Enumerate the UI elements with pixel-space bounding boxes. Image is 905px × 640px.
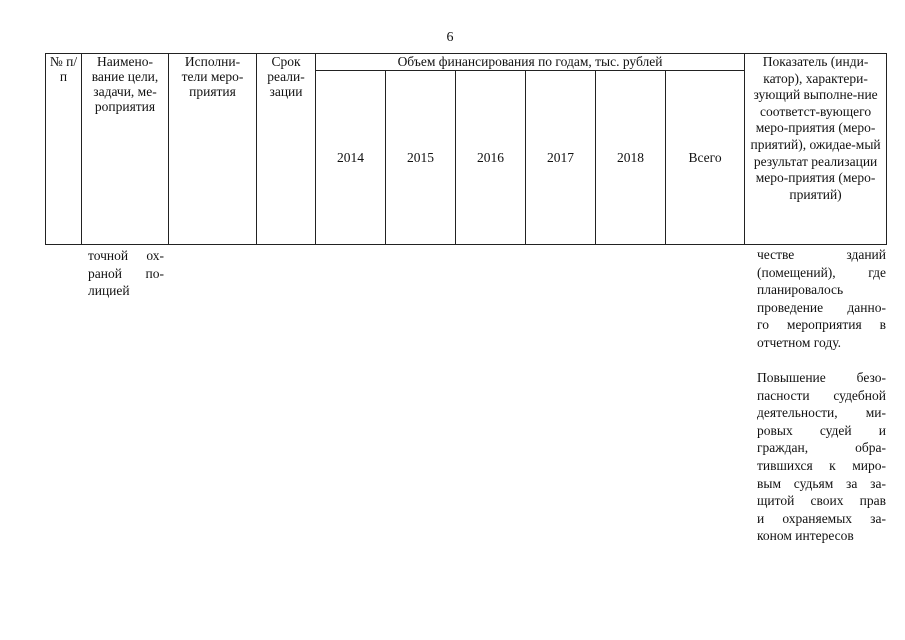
- header-name: Наимено-вание цели, задачи, ме-роприятия: [82, 54, 169, 245]
- aim-line: лицией: [88, 283, 130, 299]
- indicator-line: честве зданий: [757, 247, 886, 262]
- indicator-line: коном интересов: [757, 528, 854, 544]
- financing-table: [45, 53, 887, 245]
- year-2014: 2014: [316, 71, 386, 245]
- indicator-continuation-2: [757, 369, 886, 545]
- header-financing: Объем финансирования по годам, тыс. рублей: [316, 54, 745, 71]
- year-2015: 2015: [386, 71, 456, 245]
- indicator-line: (помещений), где: [757, 264, 886, 280]
- year-2018: 2018: [596, 71, 666, 245]
- year-total: Всего: [666, 71, 745, 245]
- header-executors: Исполни-тели меро-приятия: [169, 54, 257, 245]
- indicator-line: проведение данно-: [757, 299, 886, 315]
- indicator-line: планировалось: [757, 282, 844, 298]
- header-indicator: Показатель (инди-катор), характери-зующий выполне-ние соответст-вующего меро-приятия (меро-приятий), ожидае-мый результат реализации меро-приятия (меро-приятий): [745, 54, 887, 245]
- indicator-line: ровых судей и: [757, 422, 886, 438]
- aim-continuation: [88, 247, 164, 300]
- indicator-line: пасности судебной: [757, 387, 886, 403]
- indicator-line: вым судьям за за-: [757, 475, 886, 491]
- indicator-line: отчетном году.: [757, 334, 841, 350]
- indicator-line: тившихся к миро-: [757, 457, 886, 473]
- year-2017: 2017: [526, 71, 596, 245]
- aim-line: раной по-: [88, 265, 164, 281]
- header-term: Срок реали-зации: [257, 54, 316, 245]
- indicator-continuation-1: [757, 246, 886, 352]
- indicator-line: граждан, обра-: [757, 440, 886, 456]
- indicator-line: деятельности, ми-: [757, 405, 886, 421]
- aim-line: точной ох-: [88, 248, 164, 263]
- indicator-line: и охраняемых за-: [757, 510, 886, 526]
- indicator-line: Повышение безо-: [757, 370, 886, 385]
- year-2016: 2016: [456, 71, 526, 245]
- page-number: 6: [446, 30, 454, 45]
- indicator-line: го мероприятия в: [757, 317, 886, 333]
- indicator-line: щитой своих прав: [757, 493, 886, 509]
- header-number: № п/п: [46, 54, 82, 245]
